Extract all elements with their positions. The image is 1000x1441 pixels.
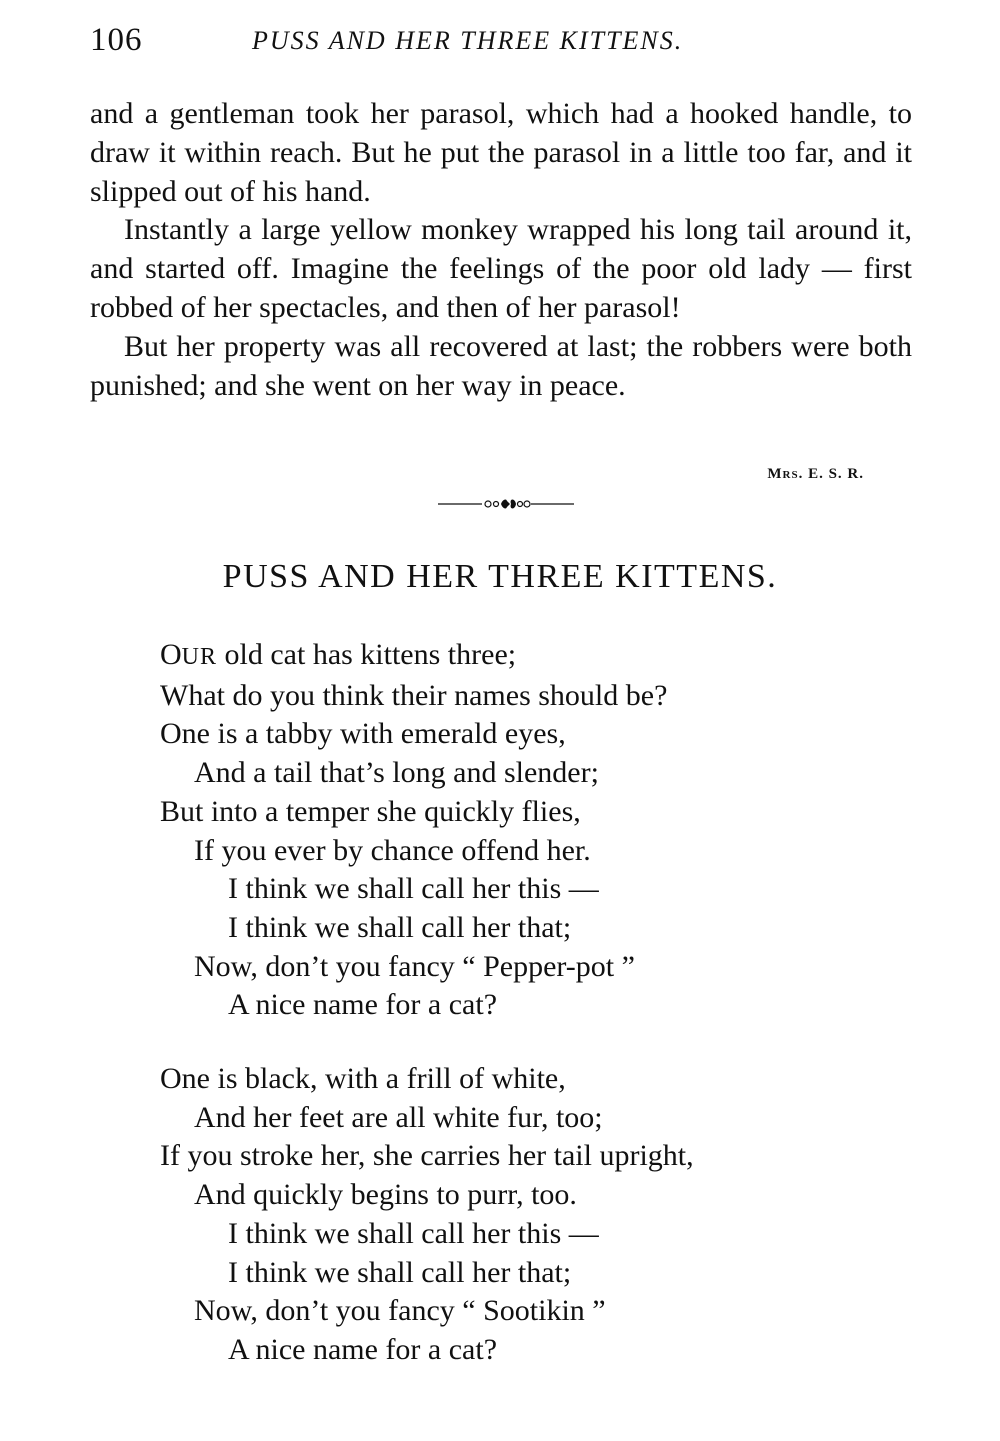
small-caps-rest: UR	[181, 644, 218, 670]
poem-line: But into a temper she quickly flies,	[160, 794, 581, 828]
prose-paragraph: and a gentleman took her parasol, which had a hooked handle, to draw it within reach. But he put the parasol in a little too far, and it slipped out of his hand.	[90, 97, 912, 208]
poem-line: Now, don’t you fancy “ Pepper-pot ”	[194, 949, 635, 983]
poem-line: One is black, with a frill of white,	[160, 1062, 566, 1095]
prose-paragraph: Instantly a large yellow monkey wrapped his long tail around it, and started off. Imagine the feelings of the poor old lady — first robbed of her spectacles, and then of her parasol!	[90, 213, 912, 324]
poem-stanza-2	[160, 1060, 920, 1370]
poem-line-text: old cat has kittens three;	[217, 638, 517, 671]
poem-line: I think we shall call her that;	[228, 910, 572, 944]
poem-line: I think we shall call her that;	[228, 1255, 572, 1289]
poem-line	[160, 636, 920, 677]
page-number: 106	[90, 22, 143, 58]
poem-line: Now, don’t you fancy “ Sootikin ”	[194, 1294, 606, 1328]
poem-line: A nice name for a cat?	[228, 988, 498, 1022]
running-head	[90, 18, 910, 58]
prose-paragraph: But her property was all recovered at last; the robbers were both punished; and she went on her way in peace.	[90, 329, 912, 402]
prose-section	[90, 95, 912, 405]
poem-line: What do you think their names should be?	[160, 678, 668, 712]
running-title: PUSS AND HER THREE KITTENS.	[252, 26, 684, 55]
poem-line: And quickly begins to purr, too.	[194, 1178, 577, 1212]
drop-initial: O	[160, 638, 182, 671]
author-signature: Mrs. E. S. R.	[767, 466, 864, 482]
poem-stanza-1	[160, 636, 920, 1025]
poem-line: And her feet are all white fur, too;	[194, 1100, 603, 1134]
poem-title: PUSS AND HER THREE KITTENS.	[222, 558, 778, 595]
poem-line: If you stroke her, she carries her tail upright,	[160, 1139, 694, 1173]
section-divider-ornament	[438, 494, 574, 514]
poem-line: I think we shall call her this —	[228, 872, 599, 906]
poem-line: And a tail that’s long and slender;	[194, 756, 599, 790]
poem-line: If you ever by chance offend her.	[194, 833, 591, 867]
poem-line: A nice name for a cat?	[228, 1332, 498, 1366]
poem-line: I think we shall call her this —	[228, 1216, 599, 1250]
poem-line: One is a tabby with emerald eyes,	[160, 717, 566, 751]
